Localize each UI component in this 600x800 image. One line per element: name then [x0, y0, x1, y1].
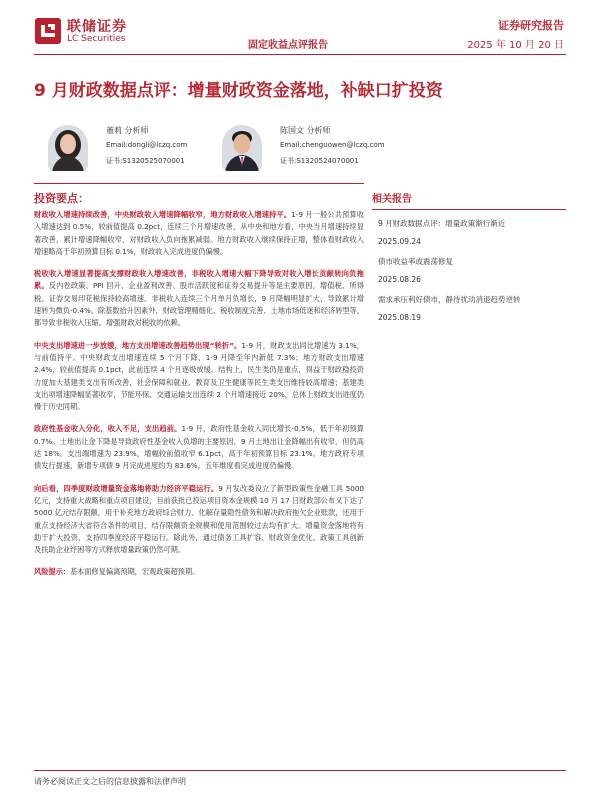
key-point-paragraph [34, 423, 364, 472]
section-divider [34, 183, 364, 184]
analyst-name: 董莉 分析师 [106, 126, 149, 135]
analyst-photo [48, 125, 88, 171]
page-header [0, 0, 600, 60]
key-point-text: 反内卷政策、PPI 回升、企业盈利改善、股市活跃度和证券交易提升等是主要原因，增值税、所得税、证券交易印花税保持较高增速。非税收入连续三个月单月负增长，9 月降幅明显扩大，导致累计增速转为微负-0.4%。除基数抬升因素外，财政管理精细化、税收制度完善、土地市场低迷和经济转型等，都导致非税收入压缩，增强财政对税收的依赖。 [34, 281, 364, 328]
related-report-link[interactable]: 9 月财政数据点评：增量政策渐行渐近 [378, 219, 506, 228]
analyst-name: 陈国文 分析师 [280, 126, 331, 135]
related-reports-title: 相关报告 [372, 194, 412, 205]
document-category: 证券研究报告 [498, 19, 564, 32]
logo-english-name: LC Securities [67, 34, 126, 44]
analyst-card [222, 125, 385, 175]
footer-divider [34, 770, 566, 771]
key-points-heading: 投资要点： [34, 192, 89, 205]
key-point-lead: 向后看，四季度财政增量资金落地将助力经济平稳运行。 [34, 483, 219, 493]
analyst-certificate: 证书:S1320524070001 [280, 157, 359, 165]
company-logo [34, 16, 144, 50]
analyst-certificate: 证书:S1320525070001 [106, 157, 185, 165]
analyst-photo [222, 125, 262, 171]
key-point-lead: 中央支出增速进一步放缓，地方支出增速改善趋势出现“转折”。 [34, 340, 242, 350]
key-point-paragraph [34, 209, 364, 258]
key-points-body [34, 209, 364, 578]
report-title: 9 月财政数据点评：增量财政资金落地，补缺口扩投资 [34, 81, 443, 101]
disclaimer-note: 请务必阅读正文之后的信息披露和法律声明 [34, 777, 186, 786]
key-point-text: 9 月发改委设立了新型政策性金融工具 5000 亿元，支持重大战略和重点项目建设，目前获批已投运项目资本金规模 10 月 17 日财政部公布又下达了 5000 亿元结存限额，用于补充地方政府综合财力、化解存量隐性债务和解决政府拖欠企业账款，还用于重点支持经济大省符合条件的项目，结存限额资金规模和使用范围较过去均有扩大。增量资金落地将有助于扩大投资，支持四季度经济平稳运行。除此外，通过债务工具扩容、财政资金优化、政策工具创新及扶助企业纾困等方式释放增量政策仍然可期。 [34, 483, 364, 555]
report-type: 固定收益点评报告 [248, 40, 328, 51]
analyst-email[interactable]: Email:chenguowen@lczq.com [280, 141, 385, 149]
key-point-text: 1-9 月，财政支出同比增速为 3.1%，与前值持平。中央财政支出增速连续 5 个月下降，1-9 月降至年内新低 7.3%；地方财政支出增速 2.4%，较前值提高 0.1pct，此前连续 4 个月逐级放缓。结构上，民生类仍是重点，得益于财政稳投资力度加大基建类支出有所改善，社会保障和就业、教育及卫生健康等民生类支出维持较高增速；基建类支出项增速降幅显著收窄，节能环保、交通运输支出连续 2 个月增速接近 20%，总体上财政支出进度仍慢于历史同期。 [34, 340, 364, 412]
key-point-paragraph [34, 483, 364, 557]
key-point-lead: 税收收入增速显著提高支撑财政收入增速改善，非税收入增速大幅下降导致对收入增长贡献转向负拖累。 [34, 269, 364, 291]
key-point-paragraph [34, 268, 364, 329]
key-point-lead: 政府性基金收入分化，收入不足，支出趋前。 [34, 424, 182, 434]
analyst-email[interactable]: Email:dongli@lczq.com [106, 141, 188, 149]
risk-warning [34, 566, 364, 578]
key-point-text: 1-9 月，政府性基金收入同比增长-0.5%，低于年初预算 0.7%。土地出让金下降是导致政府性基金收入负增的主要原因，9 月土地出让金降幅出有收窄，但仍高达 18%。支出端增速为 23.9%，增幅较前值收窄 6.1pct，高于年初预算目标 23.1%。地方政府专项债发行提速，新增专项债 9 月完成进度约为 83.6%，五年维度看完成进度仍偏慢。 [34, 424, 364, 471]
sidebar-divider [372, 209, 566, 210]
key-point-paragraph [34, 340, 364, 414]
related-report-date: 2025.08.26 [378, 275, 421, 284]
risk-label: 风险提示： [34, 567, 70, 577]
related-report-link[interactable]: 债市收益率或震荡修复 [378, 257, 453, 266]
document-date: 2025 年 10 月 20 日 [467, 40, 564, 51]
related-report-date: 2025.08.19 [378, 313, 421, 322]
related-reports-sidebar [372, 190, 566, 332]
header-divider [34, 54, 566, 55]
logo-mark-icon [34, 17, 62, 45]
logo-chinese-name: 联储证券 [67, 19, 127, 35]
key-point-text: 1-9 月一般公共预算收入增速达到 0.5%，较前值提高 0.2pct，连续三个月增速改善，从中央和地方看，中央当月增速持续显著改善，累计增速降幅收窄，对财政收入负向拖累减弱。地方财政收入继续保持正增，整体看财政收入增速略高于年初预算目标 0.1%，财政收入完成进度仍偏慢。 [34, 210, 364, 256]
related-report-date: 2025.09.24 [378, 237, 421, 246]
related-report-link[interactable]: 需求承压利好债市，静待扰动消退趋势逆转 [378, 295, 521, 304]
risk-text: 基本面修复偏离预期，宏观政策超预期。 [69, 567, 200, 577]
key-point-lead: 财政收入增速持续改善，中央财政收入增速降幅收窄，地方财政收入增速持平。 [34, 210, 292, 219]
analyst-card [48, 125, 188, 175]
